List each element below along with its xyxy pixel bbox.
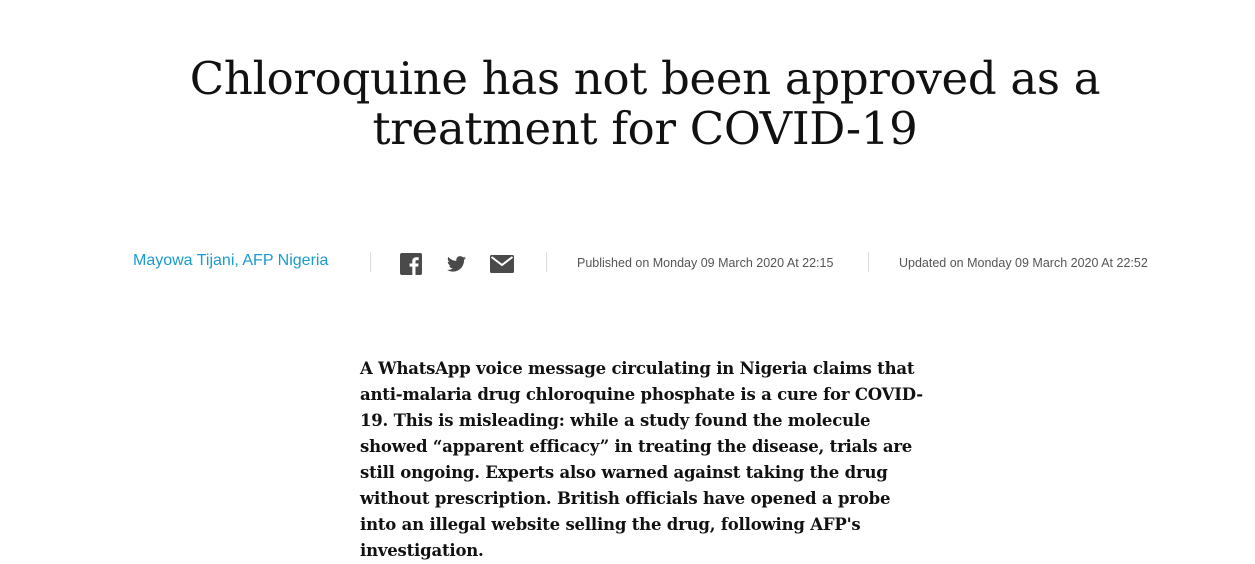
divider: [370, 252, 371, 272]
article-summary: A WhatsApp voice message circulating in Nigeria claims that anti-malaria drug chloroquine phosphate is a cure for COVID-19. This is misleading: while a study found the molecule showed “apparent efficacy” in treating the disease, trials are still ongoing. Experts also warned against taking the drug without prescription. British officials have opened a probe into an illegal website selling the drug, following AFP's investigation.: [360, 359, 923, 560]
published-date: Published on Monday 09 March 2020 At 22:15: [577, 256, 834, 270]
divider: [868, 252, 869, 272]
article-title: Chloroquine has not been approved as a treatment for COVID-19: [189, 52, 1101, 155]
updated-date: Updated on Monday 09 March 2020 At 22:52: [899, 256, 1148, 270]
twitter-icon[interactable]: [447, 256, 466, 277]
author-link[interactable]: Mayowa Tijani, AFP Nigeria: [133, 252, 329, 269]
divider: [546, 252, 547, 272]
article-meta-bar: [0, 250, 1255, 278]
email-icon[interactable]: [490, 255, 514, 278]
facebook-icon[interactable]: [400, 253, 422, 280]
